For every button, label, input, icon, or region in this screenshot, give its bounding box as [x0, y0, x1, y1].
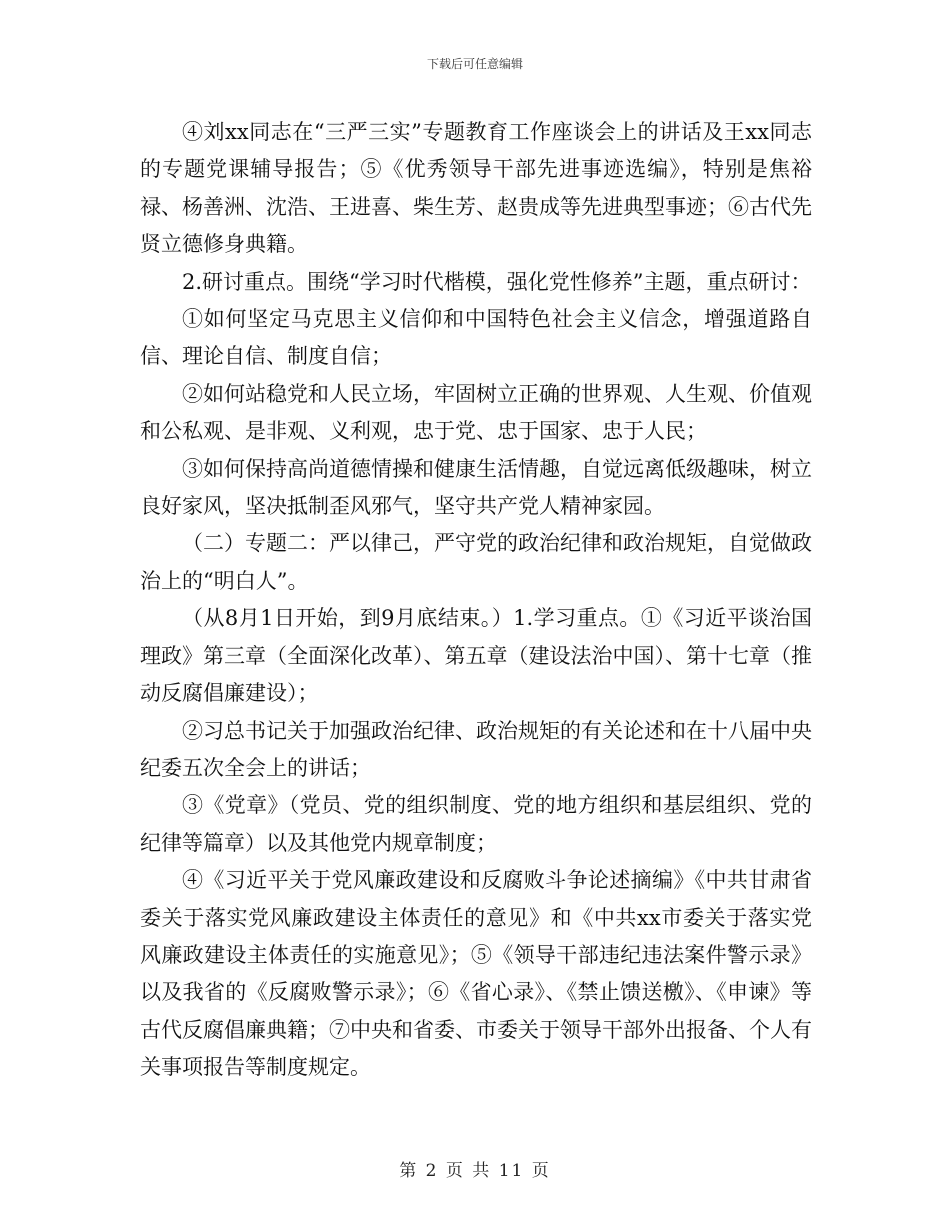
paragraph: （二）专题二：严以律己，严守党的政治纪律和政治规矩，自觉做政治上的“明白人”。 — [140, 531, 812, 593]
paragraph: ④刘xx同志在“三严三实”专题教育工作座谈会上的讲话及王xx同志的专题党课辅导报告；⑤《优秀领导干部先进事迹选编》，特别是焦裕禄、杨善洲、沈浩、王进喜、柴生芳、赵贵成等先进典型事迹；⑥古代先贤立德修身典籍。 — [140, 120, 812, 257]
paragraph: ③如何保持高尚道德情操和健康生活情趣，自觉远离低级趣味，树立良好家风，坚决抵制歪风邪气，坚守共产党人精神家园。 — [140, 456, 812, 519]
paragraph: 2.研讨重点。围绕“学习时代楷模，强化党性修养”主题，重点研讨： — [182, 269, 812, 294]
paragraph: ③《党章》（党员、党的组织制度、党的地方组织和基层组织、党的纪律等篇章）以及其他党内规章制度； — [140, 793, 812, 855]
document-body — [140, 114, 812, 1087]
footer-suffix: 页 — [531, 1161, 551, 1181]
paragraph: （从8月1日开始，到9月底结束。）1.学习重点。①《习近平谈治国理政》第三章（全面深化改革）、第五章（建设法治中国）、第十七章（推动反腐倡廉建设）； — [140, 606, 812, 706]
footer-middle: 页 共 — [445, 1161, 492, 1181]
page-header: 下载后可任意编辑 — [426, 57, 523, 71]
paragraph: ②习总书记关于加强政治纪律、政治规矩的有关论述和在十八届中央纪委五次全会上的讲话； — [140, 718, 812, 780]
paragraph: ④《习近平关于党风廉政建设和反腐败斗争论述摘编》《中共甘肃省委关于落实党风廉政建设主体责任的意见》和《中共xx市委关于落实党风廉政建设主体责任的实施意见》；⑤《领导干部违纪违法案件警示录》以及我省的《反腐败警示录》；⑥《省心录》、《禁止馈送檄》、《申谏》等古代反腐倡廉典籍；⑦中央和省委、市委关于领导干部外出报备、个人有关事项报告等制度规定。 — [140, 868, 812, 1080]
current-page-number: 2 — [425, 1161, 439, 1181]
footer-prefix: 第 — [399, 1161, 419, 1181]
total-pages-number: 11 — [498, 1161, 525, 1181]
paragraph: ②如何站稳党和人民立场，牢固树立正确的世界观、人生观、价值观和公私观、是非观、义利观，忠于党、忠于国家、忠于人民； — [140, 381, 812, 444]
paragraph: ①如何坚定马克思主义信仰和中国特色社会主义信念，增强道路自信、理论自信、制度自信； — [140, 307, 812, 369]
page-footer — [0, 1156, 950, 1181]
